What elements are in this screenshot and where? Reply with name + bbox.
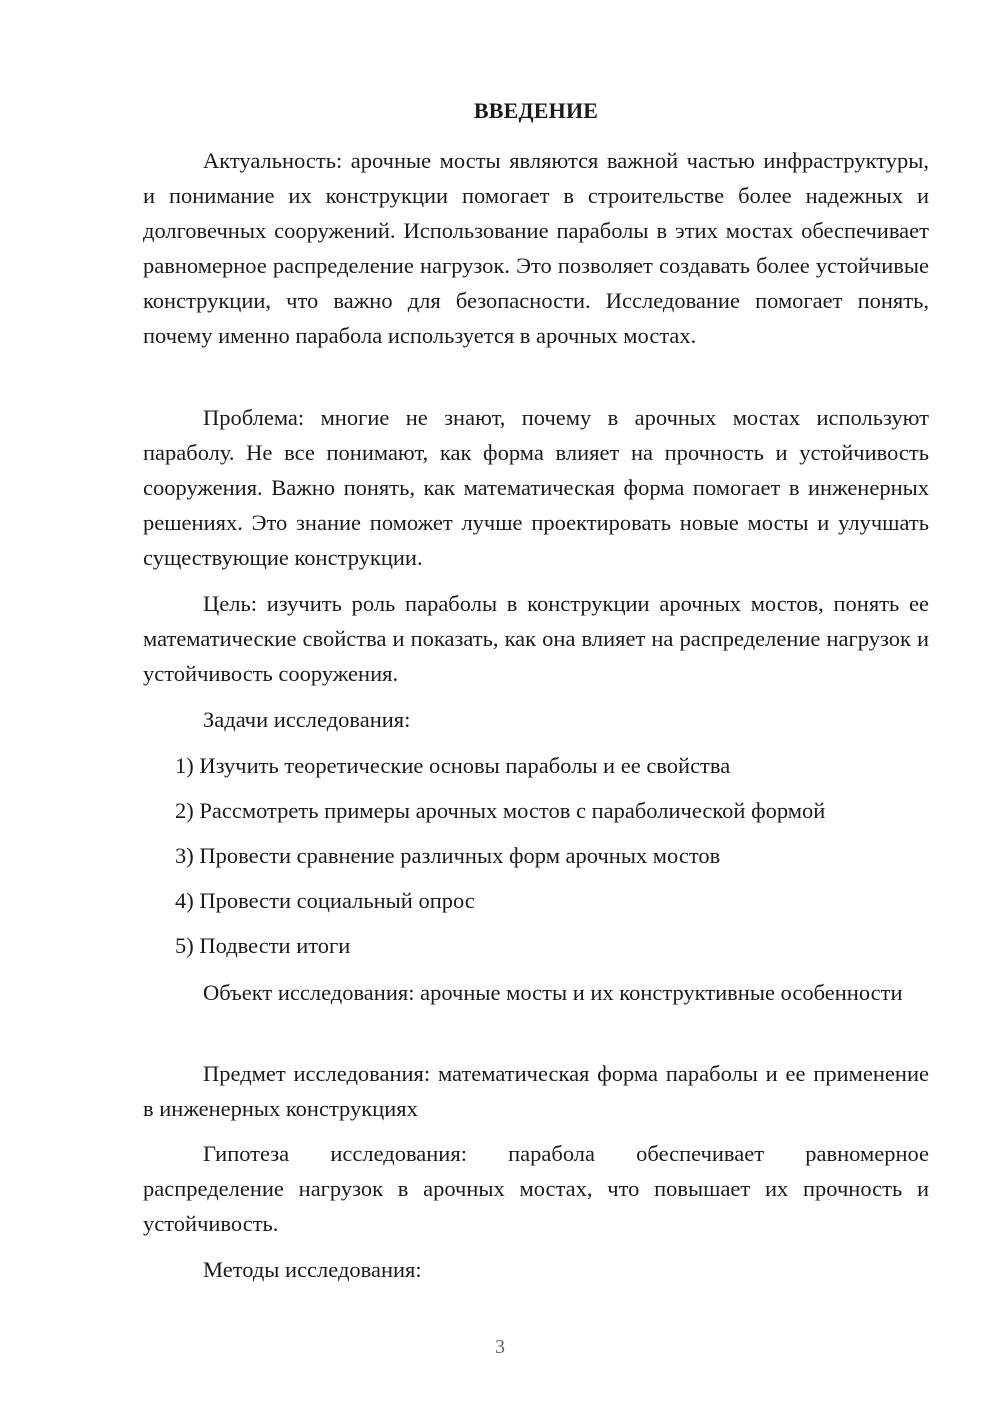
list-item: 3) Провести сравнение различных форм арочных мостов bbox=[175, 843, 721, 868]
paragraph-relevance: Актуальность: арочные мосты являются важной частью инфраструктуры, и понимание их конструкции помогает в строительстве более надежных и долговечных сооружений. Использование параболы в этих мостах обеспечивает равномерное распределение нагрузок. Это позволяет создавать более устойчивые конструкции, что важно для безопасности. Исследование помогает понять, почему именно парабола используется в арочных мостах. bbox=[143, 148, 929, 348]
tasks-heading: Задачи исследования: bbox=[203, 707, 411, 732]
paragraph-problem: Проблема: многие не знают, почему в арочных мостах используют параболу. Не все понимают, как форма влияет на прочность и устойчивость сооружения. Важно понять, как математическая форма помогает в инженерных решениях. Это знание поможет лучше проектировать новые мосты и улучшать существующие конструкции. bbox=[143, 405, 929, 570]
paragraph-subject: Предмет исследования: математическая форма параболы и ее применение в инженерных конструкциях bbox=[143, 1061, 929, 1121]
list-item: 2) Рассмотреть примеры арочных мостов с параболической формой bbox=[175, 798, 826, 823]
page-number: 3 bbox=[495, 1336, 505, 1358]
paragraph-object: Объект исследования: арочные мосты и их конструктивные особенности bbox=[203, 980, 903, 1005]
list-item: 4) Провести социальный опрос bbox=[175, 888, 475, 913]
section-title: ВВЕДЕНИЕ bbox=[473, 98, 599, 123]
paragraph-goal: Цель: изучить роль параболы в конструкции арочных мостов, понять ее математические свойства и показать, как она влияет на распределение нагрузок и устойчивость сооружения. bbox=[143, 591, 929, 686]
methods-heading: Методы исследования: bbox=[203, 1257, 422, 1282]
list-item: 5) Подвести итоги bbox=[175, 933, 351, 958]
list-item: 1) Изучить теоретические основы параболы и ее свойства bbox=[175, 753, 731, 778]
paragraph-hypothesis: Гипотеза исследования: парабола обеспечивает равномерное распределение нагрузок в арочных мостах, что повышает их прочность и устойчивость. bbox=[143, 1141, 929, 1236]
